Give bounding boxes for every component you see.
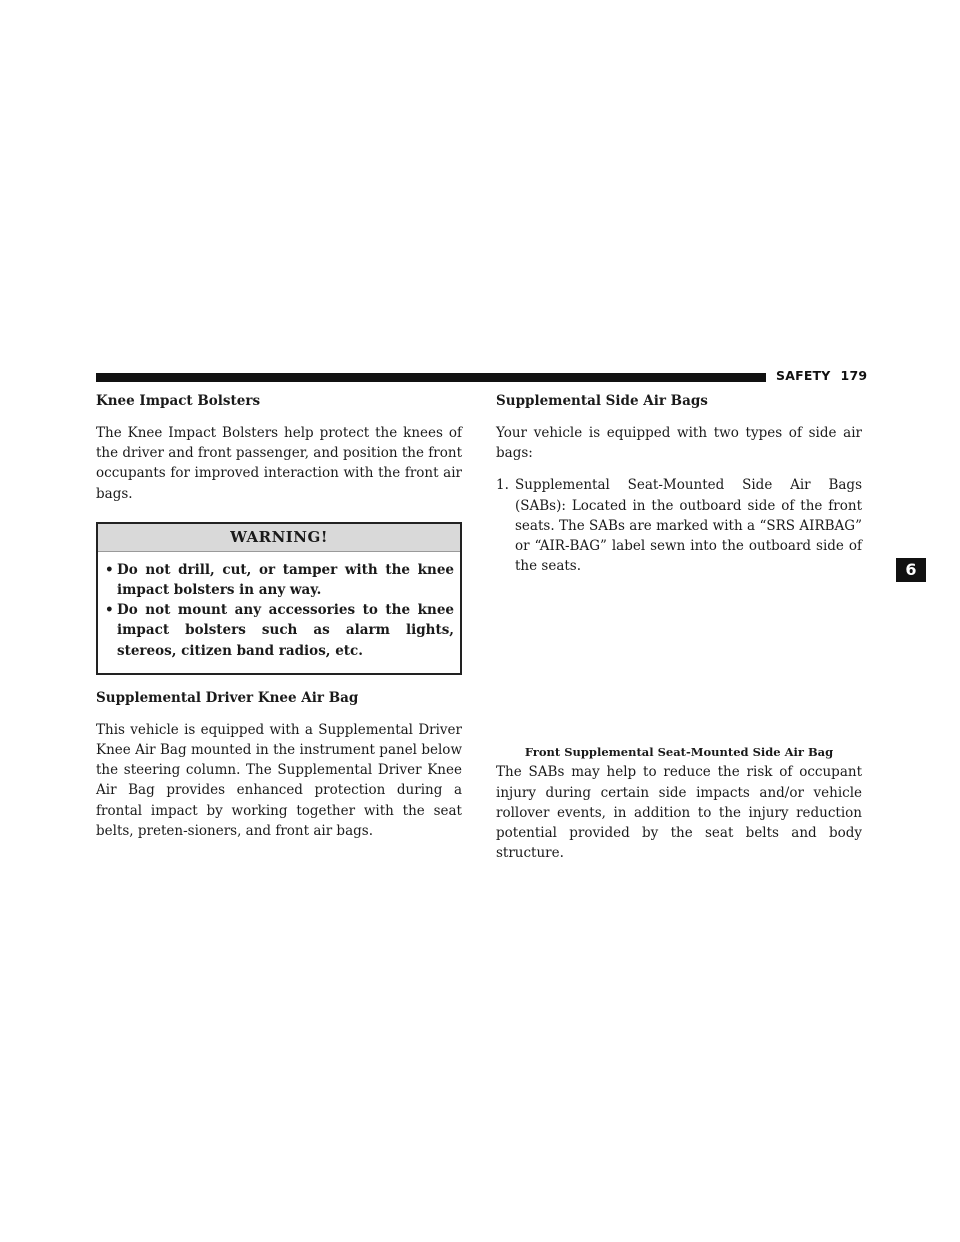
figure-placeholder (496, 576, 862, 744)
header-rule (96, 373, 766, 382)
side-air-bags-intro: Your vehicle is equipped with two types of side air bags: (496, 425, 862, 462)
warning-box (96, 522, 462, 675)
page-number: 179 (840, 368, 868, 383)
warning-item (104, 600, 454, 661)
list-item-number: 1. (496, 477, 509, 494)
bullet-icon: • (105, 602, 114, 619)
warning-item-text: Do not drill, cut, or tamper with the knee impact bolsters in any way. (117, 561, 454, 599)
knee-bolsters-heading: Knee Impact Bolsters (96, 393, 261, 409)
sabs-body: The SABs may help to reduce the risk of occupant injury during certain side impacts and/or vehicle rollover events, in addition to the injury reduction potential provided by the seat belts and body structure. (496, 764, 862, 862)
chapter-tab: 6 (896, 558, 926, 582)
warning-item-text: Do not mount any accessories to the knee impact bolsters such as alarm lights, stereos, citizen band radios, etc. (117, 602, 454, 659)
header-section: SAFETY (776, 368, 831, 383)
driver-knee-heading: Supplemental Driver Knee Air Bag (96, 689, 359, 706)
warning-item (104, 560, 454, 600)
driver-knee-body: This vehicle is equipped with a Supplemental Driver Knee Air Bag mounted in the instrument panel below the steering column. The Supplemental Driver Knee Air Bag provides enhanced protection during a frontal impact by working together with the seat belts, preten-sioners, and front air bags. (96, 721, 462, 839)
list-item (496, 475, 862, 576)
bullet-icon: • (105, 561, 114, 578)
left-column (96, 392, 462, 841)
warning-title: WARNING! (98, 524, 460, 552)
list-item-text: Supplemental Seat-Mounted Side Air Bags (SABs): Located in the outboard side of the front seats. The SABs are marked with a “SRS AIRBAG” or “AIR-BAG” label sewn into the outboard side of the seats. (515, 477, 862, 575)
knee-bolsters-body: The Knee Impact Bolsters help protect the knees of the driver and front passenger, and position the front occupants for improved interaction with the front air bags. (96, 425, 462, 502)
running-header (776, 368, 867, 383)
warning-list (98, 552, 460, 673)
side-air-bags-heading: Supplemental Side Air Bags (496, 393, 708, 409)
right-column (496, 392, 862, 863)
figure-caption: Front Supplemental Seat-Mounted Side Air Bag (524, 745, 834, 760)
